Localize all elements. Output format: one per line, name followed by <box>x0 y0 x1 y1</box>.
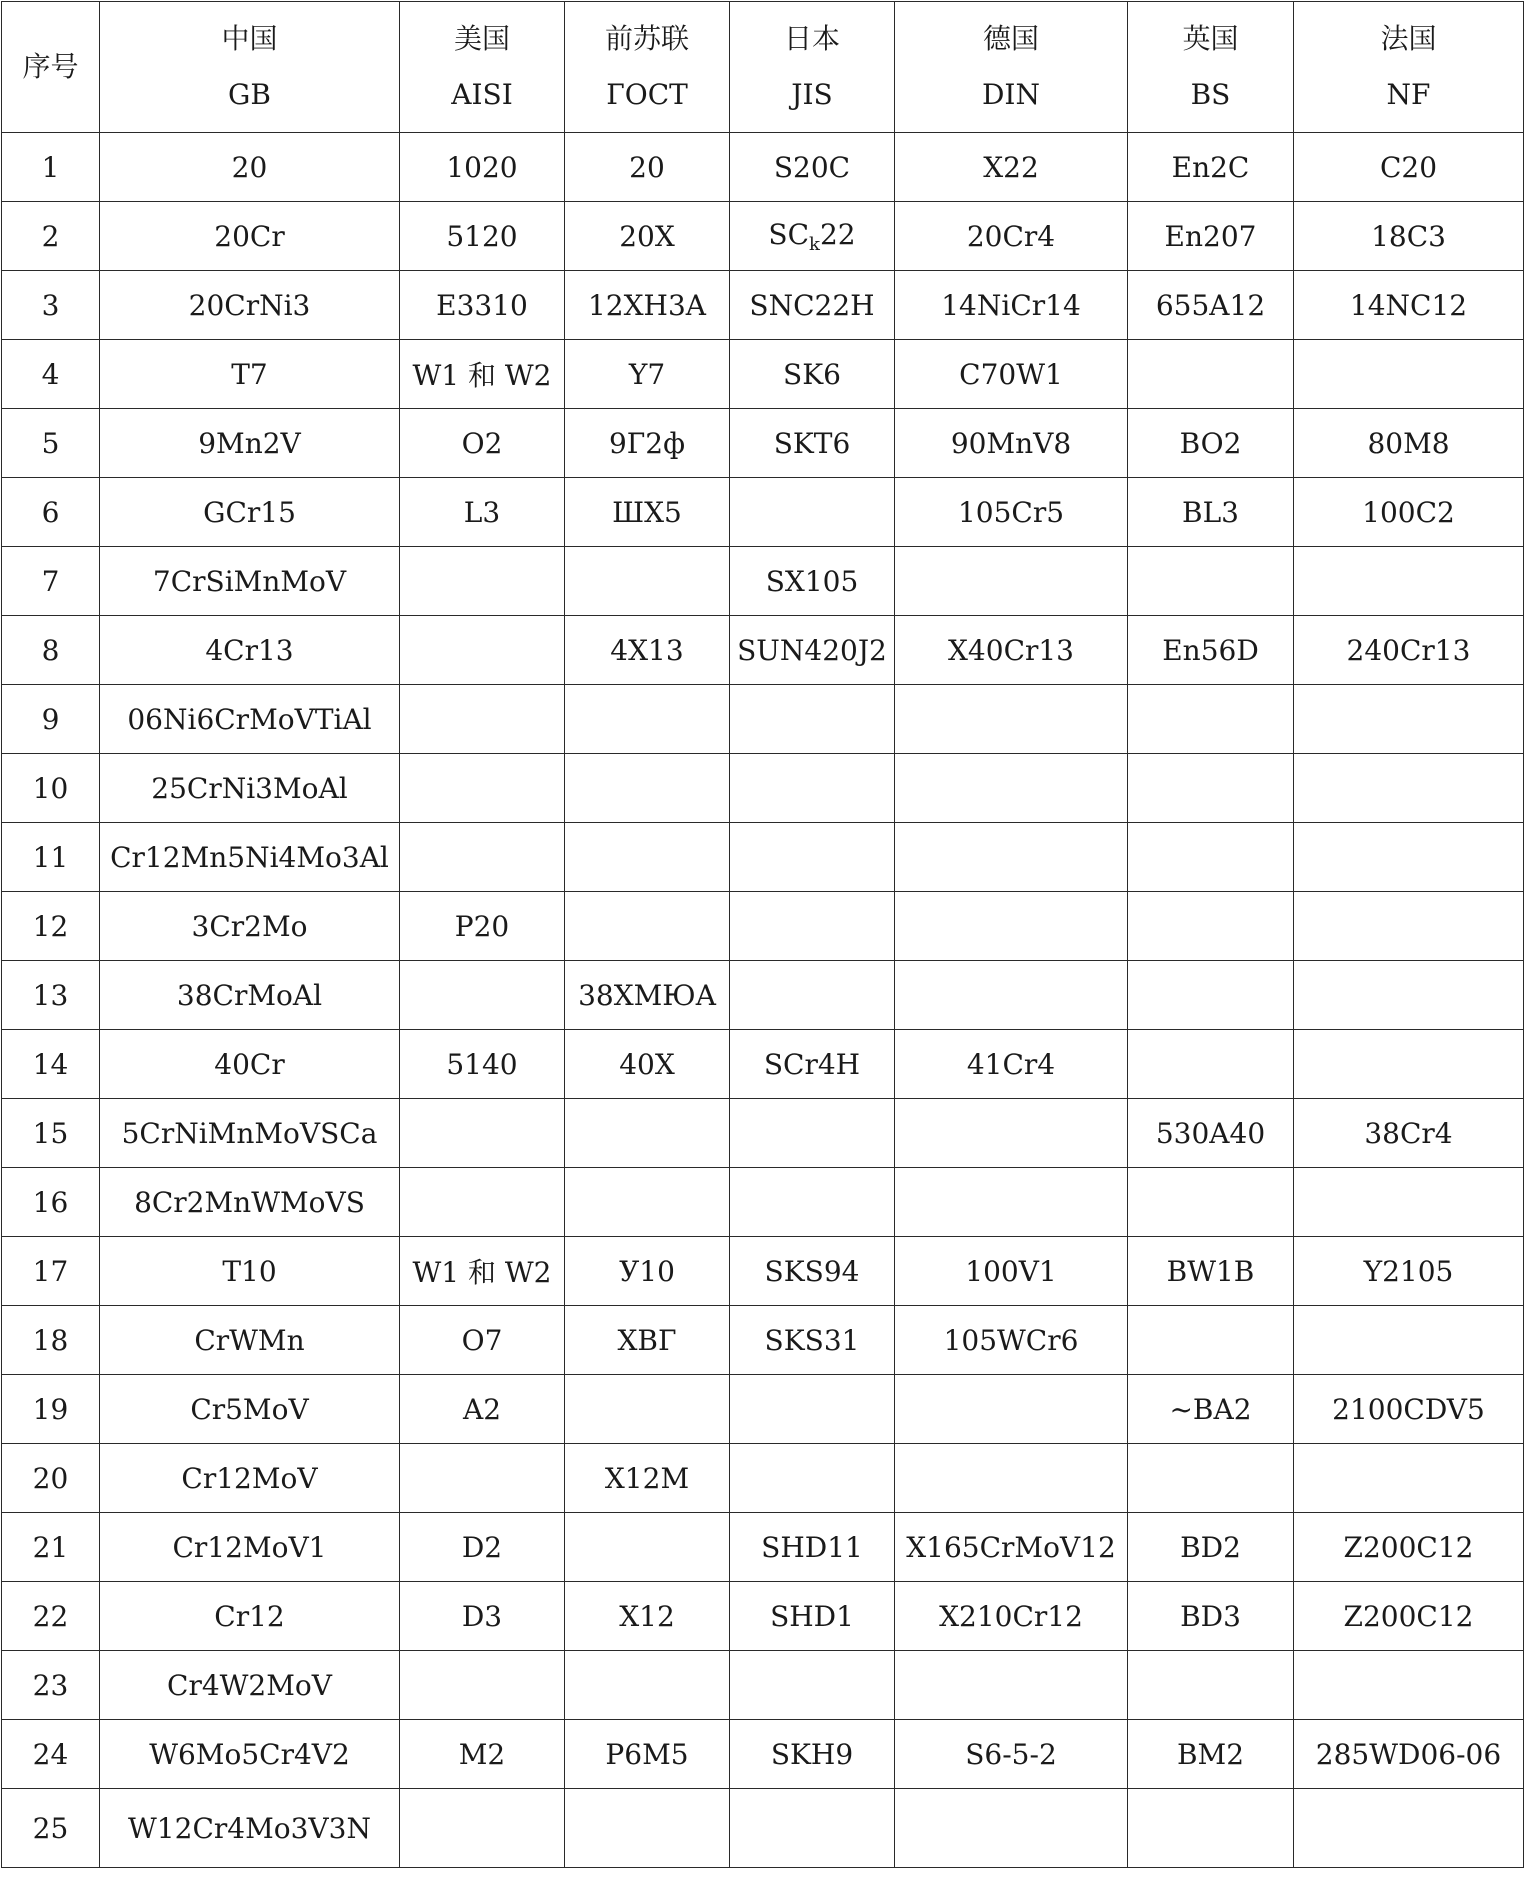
cell-jis: SUN420J2 <box>730 616 895 685</box>
cell-gost <box>565 892 730 961</box>
cell-bs <box>1128 685 1294 754</box>
cell-aisi <box>400 685 565 754</box>
cell-din <box>895 961 1128 1030</box>
cell-index: 7 <box>2 547 100 616</box>
cell-nf <box>1294 685 1524 754</box>
cell-nf <box>1294 1789 1524 1868</box>
cell-nf: C20 <box>1294 133 1524 202</box>
table-row <box>2 1306 1524 1375</box>
header-jis <box>730 2 895 133</box>
cell-nf: Y2105 <box>1294 1237 1524 1306</box>
cell-din <box>895 547 1128 616</box>
cell-gost: ШХ5 <box>565 478 730 547</box>
cell-bs: En207 <box>1128 202 1294 271</box>
cell-gb: 20Cr <box>100 202 400 271</box>
cell-nf: Z200C12 <box>1294 1582 1524 1651</box>
cell-bs <box>1128 823 1294 892</box>
cell-gost <box>565 547 730 616</box>
cell-index: 8 <box>2 616 100 685</box>
table-row <box>2 754 1524 823</box>
cell-jis <box>730 961 895 1030</box>
cell-gb: 5CrNiMnMoVSCa <box>100 1099 400 1168</box>
cell-aisi <box>400 823 565 892</box>
cell-nf: 240Cr13 <box>1294 616 1524 685</box>
cell-jis <box>730 1651 895 1720</box>
header-gost <box>565 2 730 133</box>
header-country: 中国 <box>221 22 278 55</box>
table-row <box>2 1237 1524 1306</box>
header-standard: ГОСТ <box>606 78 688 111</box>
header-standard: BS <box>1190 78 1231 111</box>
cell-bs: 530A40 <box>1128 1099 1294 1168</box>
cell-nf <box>1294 961 1524 1030</box>
cell-gost: 40X <box>565 1030 730 1099</box>
cell-aisi: D2 <box>400 1513 565 1582</box>
cell-bs: BD3 <box>1128 1582 1294 1651</box>
cell-gost <box>565 1168 730 1237</box>
cell-index: 3 <box>2 271 100 340</box>
table-header <box>2 2 1524 133</box>
cell-bs <box>1128 1306 1294 1375</box>
cell-gost: 20X <box>565 202 730 271</box>
cell-aisi: D3 <box>400 1582 565 1651</box>
cell-jis <box>730 754 895 823</box>
cell-gb: 7CrSiMnMoV <box>100 547 400 616</box>
table-row <box>2 202 1524 271</box>
cell-subscript: k <box>809 233 820 255</box>
cell-gb: GCr15 <box>100 478 400 547</box>
cell-jis <box>730 478 895 547</box>
table-row <box>2 1099 1524 1168</box>
cell-index: 13 <box>2 961 100 1030</box>
cell-gb: Cr5MoV <box>100 1375 400 1444</box>
header-country: 德国 <box>982 22 1039 55</box>
cell-gost: 9Г2ф <box>565 409 730 478</box>
cell-gb: 9Mn2V <box>100 409 400 478</box>
cell-bs <box>1128 1789 1294 1868</box>
table-row <box>2 616 1524 685</box>
cell-jis: SKT6 <box>730 409 895 478</box>
table-row <box>2 1582 1524 1651</box>
table-row <box>2 1513 1524 1582</box>
cell-gost <box>565 685 730 754</box>
cell-bs: BD2 <box>1128 1513 1294 1582</box>
cell-aisi: P20 <box>400 892 565 961</box>
cell-din: X165CrMoV12 <box>895 1513 1128 1582</box>
cell-gb: Cr12MoV <box>100 1444 400 1513</box>
cell-nf <box>1294 1444 1524 1513</box>
cell-jis: SK6 <box>730 340 895 409</box>
table-row <box>2 1030 1524 1099</box>
cell-text-tail: 22 <box>819 217 856 251</box>
cell-din: S6-5-2 <box>895 1720 1128 1789</box>
header-standard: DIN <box>981 78 1040 111</box>
cell-jis: SCr4H <box>730 1030 895 1099</box>
cell-gb: Cr4W2MoV <box>100 1651 400 1720</box>
cell-index: 2 <box>2 202 100 271</box>
header-country: 美国 <box>453 22 510 55</box>
cell-bs: BW1B <box>1128 1237 1294 1306</box>
cell-gost <box>565 1651 730 1720</box>
table-row <box>2 1651 1524 1720</box>
cell-jis <box>730 1375 895 1444</box>
cell-nf: 2100CDV5 <box>1294 1375 1524 1444</box>
cell-jis <box>730 202 895 271</box>
cell-bs <box>1128 1444 1294 1513</box>
cell-nf: 80M8 <box>1294 409 1524 478</box>
cell-gb: 3Cr2Mo <box>100 892 400 961</box>
cell-jis: SX105 <box>730 547 895 616</box>
cell-din <box>895 1375 1128 1444</box>
table-row <box>2 1789 1524 1868</box>
cell-gost: X12M <box>565 1444 730 1513</box>
cell-gb: Cr12MoV1 <box>100 1513 400 1582</box>
cell-index: 9 <box>2 685 100 754</box>
table-row <box>2 1168 1524 1237</box>
cell-gost: 20 <box>565 133 730 202</box>
cell-gost: XBГ <box>565 1306 730 1375</box>
cell-aisi: O2 <box>400 409 565 478</box>
cell-gost <box>565 1789 730 1868</box>
cell-index: 4 <box>2 340 100 409</box>
header-standard: JIS <box>791 78 833 111</box>
header-row <box>2 2 1524 133</box>
table-row <box>2 547 1524 616</box>
header-standard: AISI <box>451 78 513 111</box>
cell-gost: Y7 <box>565 340 730 409</box>
cell-nf <box>1294 1651 1524 1720</box>
cell-aisi: W1 和 W2 <box>400 1237 565 1306</box>
table-row <box>2 685 1524 754</box>
cell-bs <box>1128 892 1294 961</box>
cell-jis <box>730 1168 895 1237</box>
cell-gost: 12XH3A <box>565 271 730 340</box>
table-row <box>2 823 1524 892</box>
cell-bs <box>1128 547 1294 616</box>
cell-gb: 40Cr <box>100 1030 400 1099</box>
cell-aisi: M2 <box>400 1720 565 1789</box>
cell-bs: 655A12 <box>1128 271 1294 340</box>
cell-nf: 38Cr4 <box>1294 1099 1524 1168</box>
cell-gost: P6M5 <box>565 1720 730 1789</box>
cell-din <box>895 1168 1128 1237</box>
cell-bs <box>1128 340 1294 409</box>
cell-nf <box>1294 1030 1524 1099</box>
cell-aisi <box>400 754 565 823</box>
cell-gb: T10 <box>100 1237 400 1306</box>
cell-bs: En2C <box>1128 133 1294 202</box>
cell-nf: 14NC12 <box>1294 271 1524 340</box>
cell-aisi <box>400 1099 565 1168</box>
cell-index: 11 <box>2 823 100 892</box>
cell-gb: CrWMn <box>100 1306 400 1375</box>
cell-gb: 8Cr2MnWMoVS <box>100 1168 400 1237</box>
cell-gb: 06Ni6CrMoVTiAl <box>100 685 400 754</box>
header-din <box>895 2 1128 133</box>
table-row <box>2 271 1524 340</box>
cell-bs: ~BA2 <box>1128 1375 1294 1444</box>
cell-gb: Cr12Mn5Ni4Mo3Al <box>100 823 400 892</box>
cell-jis <box>730 1099 895 1168</box>
cell-nf <box>1294 892 1524 961</box>
cell-jis: SHD1 <box>730 1582 895 1651</box>
cell-bs <box>1128 1168 1294 1237</box>
cell-gb: 20 <box>100 133 400 202</box>
cell-din <box>895 1444 1128 1513</box>
cell-din <box>895 1099 1128 1168</box>
header-standard: GB <box>228 78 271 111</box>
cell-din <box>895 823 1128 892</box>
cell-jis <box>730 892 895 961</box>
cell-gb: W6Mo5Cr4V2 <box>100 1720 400 1789</box>
cell-index: 23 <box>2 1651 100 1720</box>
cell-nf: 285WD06-06 <box>1294 1720 1524 1789</box>
cell-jis <box>730 1444 895 1513</box>
table-row <box>2 133 1524 202</box>
cell-jis: SNC22H <box>730 271 895 340</box>
cell-din <box>895 1651 1128 1720</box>
cell-index: 24 <box>2 1720 100 1789</box>
cell-index: 12 <box>2 892 100 961</box>
table-row <box>2 340 1524 409</box>
header-index: 序号 <box>2 2 100 133</box>
header-nf <box>1294 2 1524 133</box>
cell-jis <box>730 685 895 754</box>
cell-index: 20 <box>2 1444 100 1513</box>
cell-aisi: 5120 <box>400 202 565 271</box>
cell-nf: 18C3 <box>1294 202 1524 271</box>
cell-nf <box>1294 823 1524 892</box>
cell-gost <box>565 1099 730 1168</box>
cell-index: 5 <box>2 409 100 478</box>
cell-aisi: W1 和 W2 <box>400 340 565 409</box>
cell-din <box>895 685 1128 754</box>
header-country: 法国 <box>1380 22 1437 55</box>
cell-gost: У10 <box>565 1237 730 1306</box>
cell-din: 14NiCr14 <box>895 271 1128 340</box>
cell-gb: 25CrNi3MoAl <box>100 754 400 823</box>
cell-aisi <box>400 1444 565 1513</box>
cell-din: C70W1 <box>895 340 1128 409</box>
header-country: 英国 <box>1182 22 1239 55</box>
cell-aisi <box>400 547 565 616</box>
cell-jis <box>730 823 895 892</box>
header-country: 前苏联 <box>604 22 689 55</box>
cell-gost: X12 <box>565 1582 730 1651</box>
cell-bs: BL3 <box>1128 478 1294 547</box>
cell-din <box>895 754 1128 823</box>
table-row <box>2 1444 1524 1513</box>
cell-index: 16 <box>2 1168 100 1237</box>
cell-gb: Cr12 <box>100 1582 400 1651</box>
cell-din <box>895 1789 1128 1868</box>
header-country: 日本 <box>783 22 840 55</box>
cell-gost <box>565 1375 730 1444</box>
cell-din <box>895 892 1128 961</box>
cell-aisi: E3310 <box>400 271 565 340</box>
cell-bs <box>1128 1651 1294 1720</box>
table-row <box>2 892 1524 961</box>
table-row <box>2 1720 1524 1789</box>
cell-bs <box>1128 961 1294 1030</box>
cell-gb: 38CrMoAl <box>100 961 400 1030</box>
cell-aisi: L3 <box>400 478 565 547</box>
cell-gost: 4X13 <box>565 616 730 685</box>
cell-index: 10 <box>2 754 100 823</box>
steel-grade-comparison-table <box>1 1 1524 1868</box>
cell-index: 19 <box>2 1375 100 1444</box>
cell-din: X210Cr12 <box>895 1582 1128 1651</box>
cell-gb: 20CrNi3 <box>100 271 400 340</box>
header-aisi <box>400 2 565 133</box>
cell-index: 25 <box>2 1789 100 1868</box>
cell-din: X22 <box>895 133 1128 202</box>
cell-aisi: 5140 <box>400 1030 565 1099</box>
cell-bs <box>1128 754 1294 823</box>
cell-aisi <box>400 1789 565 1868</box>
cell-aisi <box>400 616 565 685</box>
cell-din: 100V1 <box>895 1237 1128 1306</box>
header-gb <box>100 2 400 133</box>
cell-gb: T7 <box>100 340 400 409</box>
cell-din: 90MnV8 <box>895 409 1128 478</box>
cell-bs: BO2 <box>1128 409 1294 478</box>
cell-nf <box>1294 547 1524 616</box>
cell-index: 17 <box>2 1237 100 1306</box>
table-row <box>2 961 1524 1030</box>
cell-din: 105WCr6 <box>895 1306 1128 1375</box>
cell-aisi <box>400 1651 565 1720</box>
cell-jis: S20C <box>730 133 895 202</box>
cell-jis: SKH9 <box>730 1720 895 1789</box>
cell-index: 22 <box>2 1582 100 1651</box>
cell-index: 15 <box>2 1099 100 1168</box>
cell-gost <box>565 754 730 823</box>
cell-aisi <box>400 1168 565 1237</box>
table-body <box>2 133 1524 1868</box>
cell-jis: SHD11 <box>730 1513 895 1582</box>
cell-text: SC <box>768 217 810 251</box>
cell-jis: SKS94 <box>730 1237 895 1306</box>
cell-index: 6 <box>2 478 100 547</box>
cell-gost <box>565 823 730 892</box>
cell-aisi <box>400 961 565 1030</box>
cell-gost: 38XMЮA <box>565 961 730 1030</box>
cell-index: 18 <box>2 1306 100 1375</box>
header-standard: NF <box>1386 78 1431 111</box>
cell-nf: 100C2 <box>1294 478 1524 547</box>
cell-gb: W12Cr4Mo3V3N <box>100 1789 400 1868</box>
cell-aisi: O7 <box>400 1306 565 1375</box>
cell-gb: 4Cr13 <box>100 616 400 685</box>
cell-din: 105Cr5 <box>895 478 1128 547</box>
table-row <box>2 1375 1524 1444</box>
cell-din: 41Cr4 <box>895 1030 1128 1099</box>
header-bs <box>1128 2 1294 133</box>
cell-nf <box>1294 1306 1524 1375</box>
table-row <box>2 409 1524 478</box>
cell-index: 14 <box>2 1030 100 1099</box>
cell-din: 20Cr4 <box>895 202 1128 271</box>
cell-gost <box>565 1513 730 1582</box>
cell-bs: BM2 <box>1128 1720 1294 1789</box>
cell-nf <box>1294 340 1524 409</box>
cell-index: 21 <box>2 1513 100 1582</box>
cell-aisi: 1020 <box>400 133 565 202</box>
cell-aisi: A2 <box>400 1375 565 1444</box>
cell-jis <box>730 1789 895 1868</box>
cell-index: 1 <box>2 133 100 202</box>
cell-bs <box>1128 1030 1294 1099</box>
table-row <box>2 478 1524 547</box>
cell-nf <box>1294 1168 1524 1237</box>
cell-nf: Z200C12 <box>1294 1513 1524 1582</box>
cell-bs: En56D <box>1128 616 1294 685</box>
cell-nf <box>1294 754 1524 823</box>
cell-jis: SKS31 <box>730 1306 895 1375</box>
cell-din: X40Cr13 <box>895 616 1128 685</box>
